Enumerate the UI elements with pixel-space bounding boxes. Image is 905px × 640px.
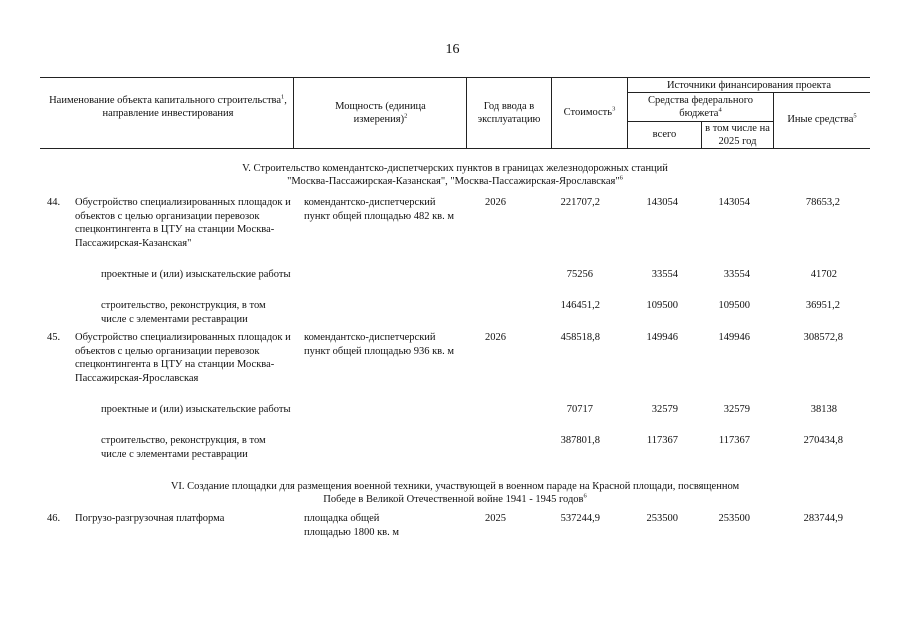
header-name-suffix: , направление инвестирования xyxy=(102,95,287,119)
header-sources xyxy=(628,80,870,93)
row-45-in-2025: 149946 xyxy=(718,332,750,343)
section-vi-heading xyxy=(40,481,870,506)
row-45-name: Обустройство специализированных площадок и объектов с целью организации перевозок спецконтингента в ЦТУ на станции Москва-Пассажирская-Ярославская xyxy=(75,332,291,384)
row-44-sub2-other: 36951,2 xyxy=(805,300,840,311)
row-46-name: Погрузо-разгрузочная платформа xyxy=(75,513,225,524)
row-44-other: 78653,2 xyxy=(805,197,840,208)
row-44-cost: 221707,2 xyxy=(560,197,600,208)
header-other-text: Иные средства xyxy=(787,114,854,125)
header-name xyxy=(48,95,288,120)
header-other-sup: 5 xyxy=(853,112,857,120)
header-federal xyxy=(628,95,773,120)
row-44-total: 143054 xyxy=(646,197,678,208)
header-capacity xyxy=(318,101,443,126)
section-vi-line2-text: Победе в Великой Отечественной войне 1941 - 1945 годов xyxy=(323,493,584,505)
header-in-2025-text: в том числе на 2025 год xyxy=(705,123,770,147)
row-44-sub2-in-2025: 109500 xyxy=(718,300,750,311)
row-45-sub1-total: 32579 xyxy=(651,404,678,415)
page-number: 16 xyxy=(445,42,460,57)
col-divider-1 xyxy=(293,77,294,149)
header-federal-text: Средства федерального бюджета xyxy=(648,95,753,119)
row-44-sub2-name: строительство, реконструкция, в том числе с элементами реставрации xyxy=(101,300,266,325)
header-name-sup: 1 xyxy=(281,93,285,101)
header-year xyxy=(467,101,551,126)
row-44-sub1-in-2025: 33554 xyxy=(723,269,750,280)
row-45-no: 45. xyxy=(47,332,61,343)
header-federal-sup: 4 xyxy=(718,106,722,113)
header-total xyxy=(628,129,701,142)
row-45-cost: 458518,8 xyxy=(560,332,600,343)
header-year-text: Год ввода в эксплуатацию xyxy=(477,101,541,125)
header-total-text: всего xyxy=(652,129,677,140)
section-v-line2-text: "Москва-Пассажирская-Казанская", "Москва-Пассажирская-Ярославская" xyxy=(287,175,620,187)
row-46-total: 253500 xyxy=(646,513,678,524)
section-v-heading xyxy=(40,163,870,188)
header-sources-text: Источники финансирования проекта xyxy=(666,80,832,91)
row-44-no: 44. xyxy=(47,197,61,208)
header-cost xyxy=(552,107,627,120)
row-44-sub1-name: проектные и (или) изыскательские работы xyxy=(101,269,291,280)
header-in-2025 xyxy=(702,123,773,148)
header-other xyxy=(774,114,870,127)
row-45-sub1-in-2025: 32579 xyxy=(723,404,750,415)
federal-divider xyxy=(627,121,773,122)
section-vi-sup: 6 xyxy=(583,492,587,499)
row-46-no: 46. xyxy=(47,513,61,524)
row-45-sub2-in-2025: 117367 xyxy=(718,435,750,446)
row-46-other: 283744,9 xyxy=(803,513,843,524)
row-45-sub1-other: 38138 xyxy=(810,404,837,415)
section-v-sup: 6 xyxy=(619,174,623,181)
row-46-in-2025: 253500 xyxy=(718,513,750,524)
header-cost-text: Стоимость xyxy=(563,107,613,118)
row-45-other: 308572,8 xyxy=(803,332,843,343)
row-45-year: 2026 xyxy=(485,332,506,343)
section-v-line1: V. Строительство комендантско-диспетчерских пунктов в границах железнодорожных станций xyxy=(242,163,668,174)
row-45-total: 149946 xyxy=(646,332,678,343)
row-44-sub2-total: 109500 xyxy=(646,300,678,311)
row-44-year: 2026 xyxy=(485,197,506,208)
header-capacity-sup: 2 xyxy=(404,112,408,119)
header-capacity-text: Мощность (единица измерения) xyxy=(335,101,426,125)
row-45-sub2-cost: 387801,8 xyxy=(560,435,600,446)
row-44-capacity: комендантско-диспетчерский пункт общей площадью 482 кв. м xyxy=(304,197,455,222)
row-44-name: Обустройство специализированных площадок и объектов с целью организации перевозок спецконтингента в ЦТУ на станции Москва-Пассажирская-Казанская" xyxy=(75,197,291,249)
row-45-sub2-name: строительство, реконструкция, в том числе с элементами реставрации xyxy=(101,435,266,460)
section-vi-line1: VI. Создание площадки для размещения военной техники, участвующей в военном параде на Красной площади, посвященном xyxy=(170,481,740,492)
header-bottom-border xyxy=(40,148,870,149)
row-46-year: 2025 xyxy=(485,513,506,524)
section-v-line2 xyxy=(40,176,870,189)
row-45-capacity: комендантско-диспетчерский пункт общей площадью 936 кв. м xyxy=(304,332,455,357)
row-46-capacity: площадка общей площадью 1800 кв. м xyxy=(304,513,400,538)
row-46-cost: 537244,9 xyxy=(560,513,600,524)
row-45-sub1-cost: 70717 xyxy=(566,404,593,415)
row-44-sub1-total: 33554 xyxy=(651,269,678,280)
header-cost-sup: 3 xyxy=(612,105,616,113)
row-44-sub1-cost: 75256 xyxy=(566,269,593,280)
row-45-sub2-other: 270434,8 xyxy=(803,435,843,446)
row-45-sub2-total: 117367 xyxy=(646,435,678,446)
row-44-in-2025: 143054 xyxy=(718,197,750,208)
header-name-text: Наименование объекта капитального строительства xyxy=(49,95,282,106)
row-45-sub1-name: проектные и (или) изыскательские работы xyxy=(101,404,291,415)
row-44-sub1-other: 41702 xyxy=(810,269,837,280)
header-top-border xyxy=(40,77,870,78)
row-44-sub2-cost: 146451,2 xyxy=(560,300,600,311)
section-vi-line2 xyxy=(40,494,870,507)
